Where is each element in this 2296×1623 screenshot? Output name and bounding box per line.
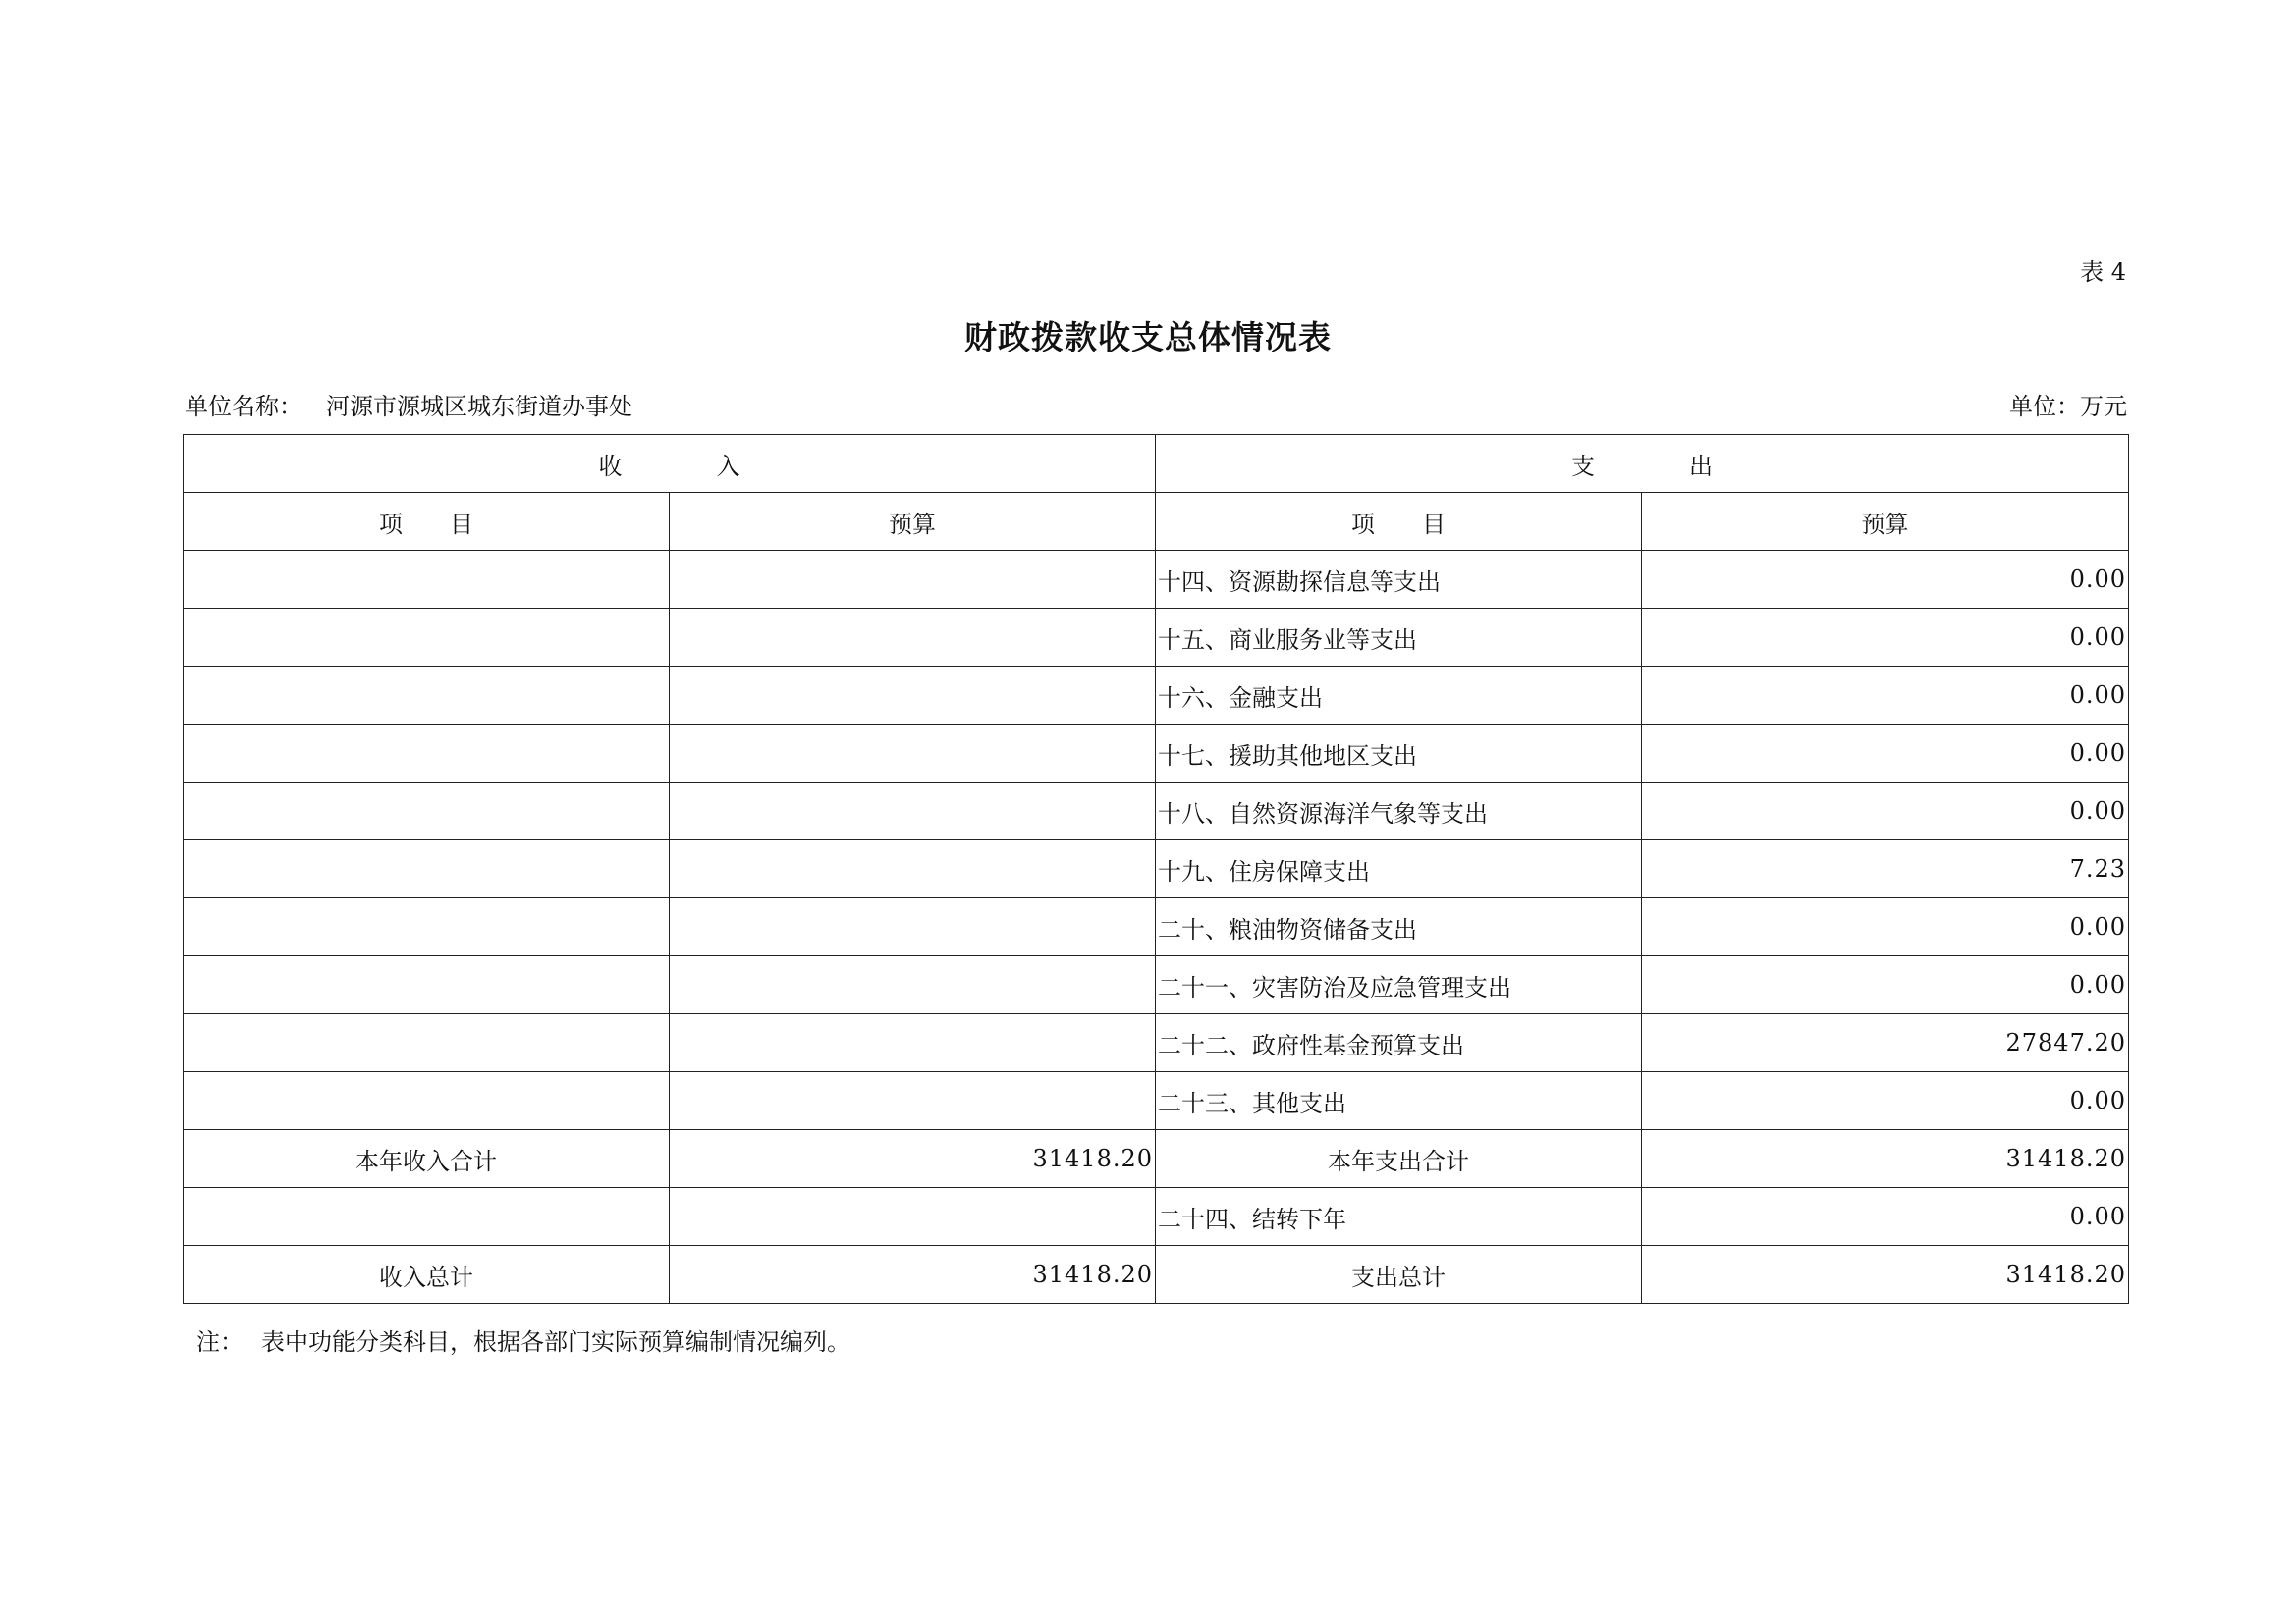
table-number-label: 表 4	[2080, 258, 2126, 286]
organization-info	[185, 389, 632, 424]
expense-item-cell: 十四、资源勘探信息等支出	[1156, 551, 1642, 609]
income-item-cell	[184, 1072, 670, 1130]
income-year-total-label: 本年收入合计	[184, 1130, 670, 1188]
income-year-total-value: 31418.20	[670, 1130, 1156, 1188]
table-row	[184, 840, 2129, 898]
year-total-row	[184, 1130, 2129, 1188]
income-budget-cell	[670, 1014, 1156, 1072]
income-item-cell	[184, 783, 670, 840]
income-item-cell	[184, 1014, 670, 1072]
page-title: 财政拨款收支总体情况表	[964, 318, 1332, 356]
income-budget-cell	[670, 956, 1156, 1014]
expense-item-cell: 十七、援助其他地区支出	[1156, 725, 1642, 783]
expense-budget-cell: 0.00	[1642, 783, 2129, 840]
budget-table	[183, 434, 2129, 1304]
expense-year-total-label: 本年支出合计	[1156, 1130, 1642, 1188]
income-item-cell	[184, 725, 670, 783]
income-item-cell	[184, 898, 670, 956]
income-budget-cell	[670, 609, 1156, 667]
report-meta	[185, 389, 2127, 424]
expense-item-header: 项 目	[1156, 493, 1642, 551]
income-budget-cell	[670, 898, 1156, 956]
table-row	[184, 551, 2129, 609]
expense-budget-cell: 0.00	[1642, 1188, 2129, 1246]
organization-name: 河源市源城区城东街道办事处	[326, 393, 632, 420]
expense-item-cell: 二十四、结转下年	[1156, 1188, 1642, 1246]
expense-budget-cell: 7.23	[1642, 840, 2129, 898]
income-budget-cell	[670, 551, 1156, 609]
table-row	[184, 725, 2129, 783]
income-grand-total-label: 收入总计	[184, 1246, 670, 1304]
income-budget-cell	[670, 1188, 1156, 1246]
expense-budget-cell: 0.00	[1642, 956, 2129, 1014]
expense-budget-header: 预算	[1642, 493, 2129, 551]
table-row	[184, 956, 2129, 1014]
organization-label: 单位名称：	[185, 393, 302, 420]
expense-item-cell: 二十一、灾害防治及应急管理支出	[1156, 956, 1642, 1014]
expense-item-cell: 二十、粮油物资储备支出	[1156, 898, 1642, 956]
carry-forward-row	[184, 1188, 2129, 1246]
income-budget-cell	[670, 667, 1156, 725]
income-item-header: 项 目	[184, 493, 670, 551]
column-header-row	[184, 493, 2129, 551]
expense-budget-cell: 0.00	[1642, 551, 2129, 609]
table-row	[184, 1072, 2129, 1130]
table-row	[184, 667, 2129, 725]
table-row	[184, 783, 2129, 840]
income-grand-total-value: 31418.20	[670, 1246, 1156, 1304]
income-budget-cell	[670, 783, 1156, 840]
expense-item-cell: 二十三、其他支出	[1156, 1072, 1642, 1130]
expense-budget-cell: 0.00	[1642, 667, 2129, 725]
expense-item-cell: 十六、金融支出	[1156, 667, 1642, 725]
income-budget-header: 预算	[670, 493, 1156, 551]
currency-unit: 单位：万元	[2009, 393, 2127, 420]
footnote	[196, 1325, 850, 1359]
expense-item-cell: 二十二、政府性基金预算支出	[1156, 1014, 1642, 1072]
income-item-cell	[184, 956, 670, 1014]
expense-item-cell: 十八、自然资源海洋气象等支出	[1156, 783, 1642, 840]
income-budget-cell	[670, 725, 1156, 783]
income-section-header: 收 入	[184, 435, 1156, 493]
income-item-cell	[184, 840, 670, 898]
table-row	[184, 609, 2129, 667]
footnote-label: 注：	[196, 1328, 244, 1356]
income-item-cell	[184, 667, 670, 725]
expense-item-cell: 十九、住房保障支出	[1156, 840, 1642, 898]
section-header-row	[184, 435, 2129, 493]
expense-budget-cell: 0.00	[1642, 1072, 2129, 1130]
grand-total-row	[184, 1246, 2129, 1304]
expense-budget-cell: 0.00	[1642, 725, 2129, 783]
income-item-cell	[184, 1188, 670, 1246]
expense-budget-cell: 0.00	[1642, 609, 2129, 667]
income-budget-cell	[670, 840, 1156, 898]
expense-grand-total-value: 31418.20	[1642, 1246, 2129, 1304]
expense-budget-cell: 0.00	[1642, 898, 2129, 956]
table-row	[184, 1014, 2129, 1072]
expense-section-header: 支 出	[1156, 435, 2129, 493]
expense-budget-cell: 27847.20	[1642, 1014, 2129, 1072]
expense-item-cell: 十五、商业服务业等支出	[1156, 609, 1642, 667]
expense-grand-total-label: 支出总计	[1156, 1246, 1642, 1304]
table-row	[184, 898, 2129, 956]
income-budget-cell	[670, 1072, 1156, 1130]
footnote-text: 表中功能分类科目，根据各部门实际预算编制情况编列。	[261, 1328, 850, 1356]
income-item-cell	[184, 551, 670, 609]
income-item-cell	[184, 609, 670, 667]
expense-year-total-value: 31418.20	[1642, 1130, 2129, 1188]
